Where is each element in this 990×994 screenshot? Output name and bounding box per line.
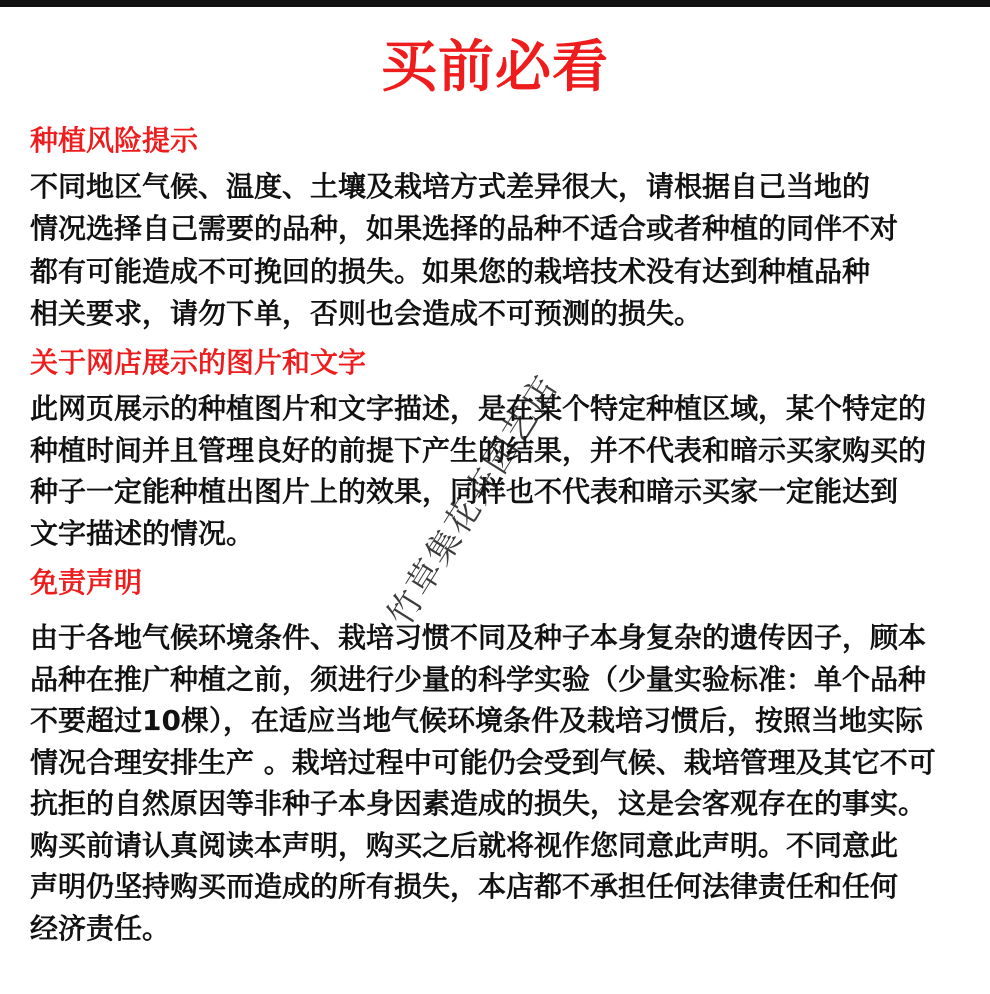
page-title: 买前必看 <box>381 35 609 100</box>
section-body-images-and-text <box>30 388 975 555</box>
section-heading-disclaimer: 免责声明 <box>30 566 143 599</box>
body-line: 品种在推广种植之前，须进行少量的科学实验（少量实验标准：单个品种 <box>30 662 927 696</box>
body-line: 都有可能造成不可挽回的损失。如果您的栽培技术没有达到种植品种 <box>30 254 871 288</box>
section-body-planting-risk <box>30 166 975 335</box>
body-line: 情况合理安排生产 。栽培过程中可能仍会受到气候、栽培管理及其它不可 <box>30 745 936 779</box>
store-watermark: 竹草集花卉园艺店 <box>380 367 567 634</box>
body-line: 由于各地气候环境条件、栽培习惯不同及种子本身复杂的遗传因子，顾本 <box>30 621 927 654</box>
body-line: 不同地区气候、温度、土壤及栽培方式差异很大，请根据自己当地的 <box>30 170 871 203</box>
body-line: 购买前请认真阅读本声明，购买之后就将视作您同意此声明。不同意此 <box>30 828 899 862</box>
section-heading-images-and-text: 关于网店展示的图片和文字 <box>30 346 367 379</box>
body-line: 种子一定能种植出图片上的效果，同样也不代表和暗示买家一定能达到 <box>30 475 899 509</box>
body-line: 经济责任。 <box>30 911 171 945</box>
section-heading-planting-risk: 种植风险提示 <box>30 124 199 157</box>
body-line: 相关要求，请勿下单，否则也会造成不可预测的损失。 <box>30 296 703 330</box>
section-body-disclaimer <box>30 617 975 949</box>
body-line: 此网页展示的种植图片和文字描述，是在某个特定种植区域，某个特定的 <box>30 392 927 425</box>
body-line: 抗拒的自然原因等非种子本身因素造成的损失，这是会客观存在的事实。 <box>30 787 927 820</box>
top-border-bar <box>0 0 990 7</box>
body-line: 不要超过10棵），在适应当地气候环境条件及栽培习惯后，按照当地实际 <box>30 704 923 737</box>
body-line: 种植时间并且管理良好的前提下产生的结果，并不代表和暗示买家购买的 <box>30 433 927 467</box>
body-line: 情况选择自己需要的品种，如果选择的品种不适合或者种植的同伴不对 <box>30 212 899 246</box>
body-line: 声明仍坚持购买而造成的所有损失，本店都不承担任何法律责任和任何 <box>30 870 899 903</box>
body-line: 文字描述的情况。 <box>30 517 255 551</box>
